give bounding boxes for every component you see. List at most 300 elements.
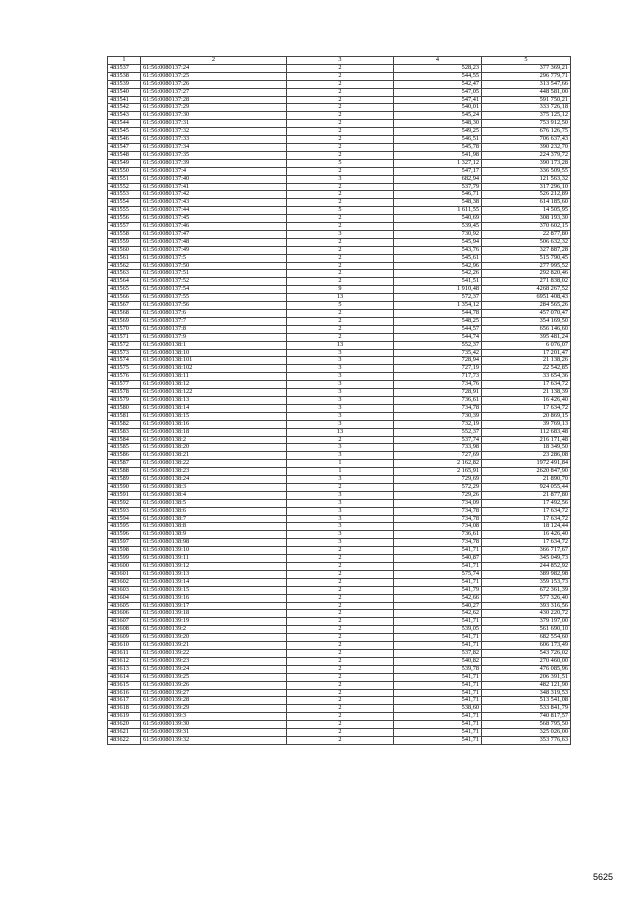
area-cell: 544,57 xyxy=(394,325,482,333)
value-cell: 379 197,00 xyxy=(482,618,571,626)
row-number-cell: 483592 xyxy=(108,499,141,507)
row-number-cell: 483558 xyxy=(108,230,141,238)
table-row xyxy=(108,681,571,689)
table-row xyxy=(108,286,571,294)
value-cell: 682 554,60 xyxy=(482,634,571,642)
header-row xyxy=(108,57,571,65)
count-cell: 2 xyxy=(287,120,394,128)
header-col-3: 3 xyxy=(287,57,394,65)
count-cell: 2 xyxy=(287,689,394,697)
row-number-cell: 483542 xyxy=(108,104,141,112)
row-number-cell: 483583 xyxy=(108,428,141,436)
area-cell: 575,74 xyxy=(394,570,482,578)
value-cell: 317 296,10 xyxy=(482,183,571,191)
value-cell: 17 634,72 xyxy=(482,507,571,515)
value-cell: 395 481,24 xyxy=(482,333,571,341)
table-row xyxy=(108,310,571,318)
row-number-cell: 483554 xyxy=(108,199,141,207)
area-cell: 548,30 xyxy=(394,120,482,128)
row-number-cell: 483619 xyxy=(108,713,141,721)
area-cell: 544,74 xyxy=(394,333,482,341)
cadastral-number-cell: 61:56:0080139:15 xyxy=(141,586,287,594)
row-number-cell: 483546 xyxy=(108,136,141,144)
row-number-cell: 483557 xyxy=(108,223,141,231)
row-number-cell: 483607 xyxy=(108,618,141,626)
count-cell: 2 xyxy=(287,112,394,120)
cadastral-number-cell: 61:56:0080137:52 xyxy=(141,278,287,286)
cadastral-number-cell: 61:56:0080137:39 xyxy=(141,159,287,167)
cadastral-number-cell: 61:56:0080137:33 xyxy=(141,136,287,144)
cadastral-number-cell: 61:56:0080137:49 xyxy=(141,246,287,254)
table-body xyxy=(108,64,571,744)
row-number-cell: 483564 xyxy=(108,278,141,286)
table-header xyxy=(108,57,571,65)
table-row xyxy=(108,626,571,634)
cadastral-number-cell: 61:56:0080137:27 xyxy=(141,88,287,96)
row-number-cell: 483571 xyxy=(108,333,141,341)
row-number-cell: 483575 xyxy=(108,365,141,373)
table-row xyxy=(108,302,571,310)
value-cell: 348 319,53 xyxy=(482,689,571,697)
row-number-cell: 483610 xyxy=(108,642,141,650)
table-row xyxy=(108,143,571,151)
value-cell: 513 541,08 xyxy=(482,697,571,705)
row-number-cell: 483537 xyxy=(108,64,141,72)
value-cell: 21 138,39 xyxy=(482,389,571,397)
row-number-cell: 483561 xyxy=(108,254,141,262)
row-number-cell: 483582 xyxy=(108,420,141,428)
cadastral-number-cell: 61:56:0080137:4 xyxy=(141,167,287,175)
count-cell: 2 xyxy=(287,246,394,254)
area-cell: 541,79 xyxy=(394,586,482,594)
row-number-cell: 483588 xyxy=(108,468,141,476)
area-cell: 539,05 xyxy=(394,626,482,634)
value-cell: 33 654,36 xyxy=(482,373,571,381)
count-cell: 2 xyxy=(287,325,394,333)
count-cell: 2 xyxy=(287,436,394,444)
area-cell: 540,69 xyxy=(394,215,482,223)
count-cell: 2 xyxy=(287,262,394,270)
table-row xyxy=(108,404,571,412)
value-cell: 17 492,56 xyxy=(482,499,571,507)
row-number-cell: 483565 xyxy=(108,286,141,294)
area-cell: 736,61 xyxy=(394,396,482,404)
area-cell: 541,71 xyxy=(394,721,482,729)
area-cell: 736,61 xyxy=(394,531,482,539)
cadastral-number-cell: 61:56:0080138:2 xyxy=(141,436,287,444)
value-cell: 924 055,44 xyxy=(482,483,571,491)
cadastral-number-cell: 61:56:0080138:14 xyxy=(141,404,287,412)
cadastral-number-cell: 61:56:0080138:24 xyxy=(141,476,287,484)
value-cell: 377 369,21 xyxy=(482,64,571,72)
row-number-cell: 483574 xyxy=(108,357,141,365)
cadastral-number-cell: 61:56:0080137:41 xyxy=(141,183,287,191)
row-number-cell: 483595 xyxy=(108,523,141,531)
row-number-cell: 483617 xyxy=(108,697,141,705)
row-number-cell: 483559 xyxy=(108,238,141,246)
count-cell: 13 xyxy=(287,294,394,302)
row-number-cell: 483594 xyxy=(108,515,141,523)
count-cell: 3 xyxy=(287,539,394,547)
table-row xyxy=(108,547,571,555)
table-row xyxy=(108,333,571,341)
table-row xyxy=(108,262,571,270)
header-col-4: 4 xyxy=(394,57,482,65)
row-number-cell: 483609 xyxy=(108,634,141,642)
row-number-cell: 483543 xyxy=(108,112,141,120)
cadastral-number-cell: 61:56:0080137:32 xyxy=(141,128,287,136)
count-cell: 2 xyxy=(287,642,394,650)
row-number-cell: 483562 xyxy=(108,262,141,270)
cadastral-number-cell: 61:56:0080139:17 xyxy=(141,602,287,610)
count-cell: 3 xyxy=(287,523,394,531)
value-cell: 390 232,70 xyxy=(482,143,571,151)
row-number-cell: 483548 xyxy=(108,151,141,159)
cadastral-number-cell: 61:56:0080138:101 xyxy=(141,357,287,365)
row-number-cell: 483604 xyxy=(108,594,141,602)
area-cell: 734,08 xyxy=(394,523,482,531)
value-cell: 17 201,47 xyxy=(482,349,571,357)
cadastral-number-cell: 61:56:0080139:26 xyxy=(141,681,287,689)
table-row xyxy=(108,649,571,657)
row-number-cell: 483612 xyxy=(108,657,141,665)
cadastral-number-cell: 61:56:0080138:16 xyxy=(141,420,287,428)
area-cell: 734,78 xyxy=(394,539,482,547)
table-row xyxy=(108,436,571,444)
value-cell: 112 683,48 xyxy=(482,428,571,436)
area-cell: 539,45 xyxy=(394,223,482,231)
area-cell: 542,66 xyxy=(394,594,482,602)
row-number-cell: 483589 xyxy=(108,476,141,484)
table-row xyxy=(108,570,571,578)
data-table xyxy=(107,56,571,745)
table-row xyxy=(108,468,571,476)
table-row xyxy=(108,642,571,650)
value-cell: 224 379,72 xyxy=(482,151,571,159)
table-row xyxy=(108,112,571,120)
cadastral-number-cell: 61:56:0080137:6 xyxy=(141,310,287,318)
cadastral-number-cell: 61:56:0080139:16 xyxy=(141,594,287,602)
value-cell: 39 769,13 xyxy=(482,420,571,428)
table-row xyxy=(108,689,571,697)
row-number-cell: 483603 xyxy=(108,586,141,594)
value-cell: 506 632,32 xyxy=(482,238,571,246)
row-number-cell: 483568 xyxy=(108,310,141,318)
table-row xyxy=(108,183,571,191)
cadastral-number-cell: 61:56:0080139:24 xyxy=(141,665,287,673)
area-cell: 734,76 xyxy=(394,381,482,389)
area-cell: 545,61 xyxy=(394,254,482,262)
table-row xyxy=(108,64,571,72)
table-row xyxy=(108,128,571,136)
row-number-cell: 483552 xyxy=(108,183,141,191)
value-cell: 16 426,40 xyxy=(482,396,571,404)
cadastral-number-cell: 61:56:0080138:8 xyxy=(141,523,287,531)
area-cell: 541,71 xyxy=(394,642,482,650)
table-row xyxy=(108,476,571,484)
count-cell: 2 xyxy=(287,634,394,642)
cadastral-number-cell: 61:56:0080138:1 xyxy=(141,341,287,349)
row-number-cell: 483580 xyxy=(108,404,141,412)
cadastral-number-cell: 61:56:0080139:11 xyxy=(141,555,287,563)
table-row xyxy=(108,673,571,681)
cadastral-number-cell: 61:56:0080138:23 xyxy=(141,468,287,476)
cadastral-number-cell: 61:56:0080137:40 xyxy=(141,175,287,183)
area-cell: 547,41 xyxy=(394,96,482,104)
table-row xyxy=(108,294,571,302)
row-number-cell: 483587 xyxy=(108,460,141,468)
count-cell: 2 xyxy=(287,223,394,231)
cadastral-number-cell: 61:56:0080138:7 xyxy=(141,515,287,523)
count-cell: 2 xyxy=(287,563,394,571)
table-row xyxy=(108,175,571,183)
table-row xyxy=(108,697,571,705)
area-cell: 547,17 xyxy=(394,167,482,175)
table-row xyxy=(108,136,571,144)
cadastral-number-cell: 61:56:0080137:30 xyxy=(141,112,287,120)
count-cell: 9 xyxy=(287,286,394,294)
table-row xyxy=(108,499,571,507)
value-cell: 244 852,92 xyxy=(482,563,571,571)
cadastral-number-cell: 61:56:0080138:15 xyxy=(141,412,287,420)
value-cell: 568 795,50 xyxy=(482,721,571,729)
area-cell: 1 611,55 xyxy=(394,207,482,215)
row-number-cell: 483605 xyxy=(108,602,141,610)
area-cell: 733,98 xyxy=(394,444,482,452)
value-cell: 336 509,55 xyxy=(482,167,571,175)
value-cell: 308 193,30 xyxy=(482,215,571,223)
value-cell: 533 841,79 xyxy=(482,705,571,713)
count-cell: 2 xyxy=(287,555,394,563)
count-cell: 3 xyxy=(287,404,394,412)
value-cell: 448 581,00 xyxy=(482,88,571,96)
value-cell: 18 124,44 xyxy=(482,523,571,531)
row-number-cell: 483545 xyxy=(108,128,141,136)
area-cell: 541,71 xyxy=(394,578,482,586)
cadastral-number-cell: 61:56:0080139:12 xyxy=(141,563,287,571)
row-number-cell: 483576 xyxy=(108,373,141,381)
count-cell: 2 xyxy=(287,80,394,88)
area-cell: 572,29 xyxy=(394,483,482,491)
table-row xyxy=(108,167,571,175)
cadastral-number-cell: 61:56:0080139:21 xyxy=(141,642,287,650)
value-cell: 6 076,07 xyxy=(482,341,571,349)
area-cell: 541,71 xyxy=(394,681,482,689)
value-cell: 375 125,12 xyxy=(482,112,571,120)
count-cell: 13 xyxy=(287,341,394,349)
cadastral-number-cell: 61:56:0080137:47 xyxy=(141,230,287,238)
table-row xyxy=(108,555,571,563)
area-cell: 541,71 xyxy=(394,736,482,744)
cadastral-number-cell: 61:56:0080138:10 xyxy=(141,349,287,357)
table-row xyxy=(108,657,571,665)
table-row xyxy=(108,96,571,104)
area-cell: 541,51 xyxy=(394,278,482,286)
count-cell: 2 xyxy=(287,167,394,175)
area-cell: 682,94 xyxy=(394,175,482,183)
value-cell: 561 690,10 xyxy=(482,626,571,634)
cadastral-number-cell: 61:56:0080138:13 xyxy=(141,396,287,404)
cadastral-number-cell: 61:56:0080139:32 xyxy=(141,736,287,744)
area-cell: 734,78 xyxy=(394,507,482,515)
count-cell: 2 xyxy=(287,128,394,136)
row-number-cell: 483556 xyxy=(108,215,141,223)
area-cell: 537,79 xyxy=(394,183,482,191)
table-row xyxy=(108,594,571,602)
table-row xyxy=(108,523,571,531)
row-number-cell: 483616 xyxy=(108,689,141,697)
area-cell: 734,78 xyxy=(394,404,482,412)
value-cell: 21 877,80 xyxy=(482,491,571,499)
count-cell: 2 xyxy=(287,254,394,262)
row-number-cell: 483550 xyxy=(108,167,141,175)
value-cell: 17 634,72 xyxy=(482,381,571,389)
value-cell: 23 286,08 xyxy=(482,452,571,460)
area-cell: 545,78 xyxy=(394,143,482,151)
row-number-cell: 483566 xyxy=(108,294,141,302)
area-cell: 543,76 xyxy=(394,246,482,254)
cadastral-number-cell: 61:56:0080139:29 xyxy=(141,705,287,713)
cadastral-number-cell: 61:56:0080138:102 xyxy=(141,365,287,373)
cadastral-number-cell: 61:56:0080137:24 xyxy=(141,64,287,72)
value-cell: 292 820,46 xyxy=(482,270,571,278)
table-row xyxy=(108,373,571,381)
page-number: 5625 xyxy=(592,872,613,882)
count-cell: 3 xyxy=(287,476,394,484)
count-cell: 2 xyxy=(287,705,394,713)
row-number-cell: 483621 xyxy=(108,729,141,737)
count-cell: 2 xyxy=(287,626,394,634)
count-cell: 2 xyxy=(287,143,394,151)
area-cell: 734,78 xyxy=(394,515,482,523)
area-cell: 1 354,12 xyxy=(394,302,482,310)
row-number-cell: 483567 xyxy=(108,302,141,310)
table-row xyxy=(108,539,571,547)
value-cell: 4268 267,52 xyxy=(482,286,571,294)
cadastral-number-cell: 61:56:0080138:4 xyxy=(141,491,287,499)
area-cell: 541,71 xyxy=(394,697,482,705)
row-number-cell: 483577 xyxy=(108,381,141,389)
row-number-cell: 483569 xyxy=(108,317,141,325)
area-cell: 552,37 xyxy=(394,341,482,349)
row-number-cell: 483586 xyxy=(108,452,141,460)
count-cell: 5 xyxy=(287,302,394,310)
cadastral-number-cell: 61:56:0080137:34 xyxy=(141,143,287,151)
table-row xyxy=(108,278,571,286)
count-cell: 3 xyxy=(287,389,394,397)
value-cell: 333 726,18 xyxy=(482,104,571,112)
table-row xyxy=(108,72,571,80)
count-cell: 3 xyxy=(287,491,394,499)
value-cell: 430 220,72 xyxy=(482,610,571,618)
count-cell: 2 xyxy=(287,578,394,586)
count-cell: 2 xyxy=(287,191,394,199)
count-cell: 2 xyxy=(287,238,394,246)
area-cell: 548,38 xyxy=(394,199,482,207)
count-cell: 2 xyxy=(287,151,394,159)
row-number-cell: 483622 xyxy=(108,736,141,744)
table-row xyxy=(108,317,571,325)
cadastral-number-cell: 61:56:0080138:5 xyxy=(141,499,287,507)
value-cell: 753 912,50 xyxy=(482,120,571,128)
area-cell: 542,47 xyxy=(394,80,482,88)
value-cell: 1972 491,84 xyxy=(482,460,571,468)
area-cell: 540,82 xyxy=(394,657,482,665)
table-row xyxy=(108,325,571,333)
table-row xyxy=(108,412,571,420)
count-cell: 2 xyxy=(287,270,394,278)
count-cell: 3 xyxy=(287,507,394,515)
row-number-cell: 483597 xyxy=(108,539,141,547)
table-row xyxy=(108,618,571,626)
area-cell: 540,87 xyxy=(394,555,482,563)
cadastral-number-cell: 61:56:0080139:31 xyxy=(141,729,287,737)
value-cell: 21 138,26 xyxy=(482,357,571,365)
row-number-cell: 483563 xyxy=(108,270,141,278)
header-col-5: 5 xyxy=(482,57,571,65)
value-cell: 526 212,89 xyxy=(482,191,571,199)
count-cell: 2 xyxy=(287,333,394,341)
table-row xyxy=(108,531,571,539)
cadastral-number-cell: 61:56:0080139:22 xyxy=(141,649,287,657)
area-cell: 548,25 xyxy=(394,317,482,325)
table-row xyxy=(108,80,571,88)
area-cell: 717,73 xyxy=(394,373,482,381)
row-number-cell: 483570 xyxy=(108,325,141,333)
area-cell: 541,71 xyxy=(394,729,482,737)
value-cell: 20 869,15 xyxy=(482,412,571,420)
table-row xyxy=(108,365,571,373)
value-cell: 543 726,02 xyxy=(482,649,571,657)
count-cell: 3 xyxy=(287,452,394,460)
cadastral-number-cell: 61:56:0080138:21 xyxy=(141,452,287,460)
row-number-cell: 483615 xyxy=(108,681,141,689)
area-cell: 546,71 xyxy=(394,191,482,199)
count-cell: 2 xyxy=(287,215,394,223)
cadastral-number-cell: 61:56:0080137:9 xyxy=(141,333,287,341)
count-cell: 2 xyxy=(287,657,394,665)
value-cell: 515 790,45 xyxy=(482,254,571,262)
area-cell: 547,05 xyxy=(394,88,482,96)
table-row xyxy=(108,104,571,112)
value-cell: 22 877,80 xyxy=(482,230,571,238)
cadastral-number-cell: 61:56:0080138:11 xyxy=(141,373,287,381)
table-row xyxy=(108,428,571,436)
area-cell: 2 162,82 xyxy=(394,460,482,468)
area-cell: 545,24 xyxy=(394,112,482,120)
value-cell: 121 563,32 xyxy=(482,175,571,183)
row-number-cell: 483606 xyxy=(108,610,141,618)
cadastral-number-cell: 61:56:0080137:5 xyxy=(141,254,287,262)
count-cell: 3 xyxy=(287,230,394,238)
count-cell: 2 xyxy=(287,104,394,112)
row-number-cell: 483555 xyxy=(108,207,141,215)
row-number-cell: 483614 xyxy=(108,673,141,681)
area-cell: 541,71 xyxy=(394,713,482,721)
count-cell: 2 xyxy=(287,697,394,705)
count-cell: 5 xyxy=(287,207,394,215)
table-row xyxy=(108,602,571,610)
cadastral-number-cell: 61:56:0080137:31 xyxy=(141,120,287,128)
table-row xyxy=(108,341,571,349)
cadastral-number-cell: 61:56:0080137:48 xyxy=(141,238,287,246)
cadastral-number-cell: 61:56:0080139:18 xyxy=(141,610,287,618)
cadastral-number-cell: 61:56:0080139:27 xyxy=(141,689,287,697)
count-cell: 2 xyxy=(287,586,394,594)
area-cell: 549,25 xyxy=(394,128,482,136)
table-row xyxy=(108,420,571,428)
row-number-cell: 483608 xyxy=(108,626,141,634)
